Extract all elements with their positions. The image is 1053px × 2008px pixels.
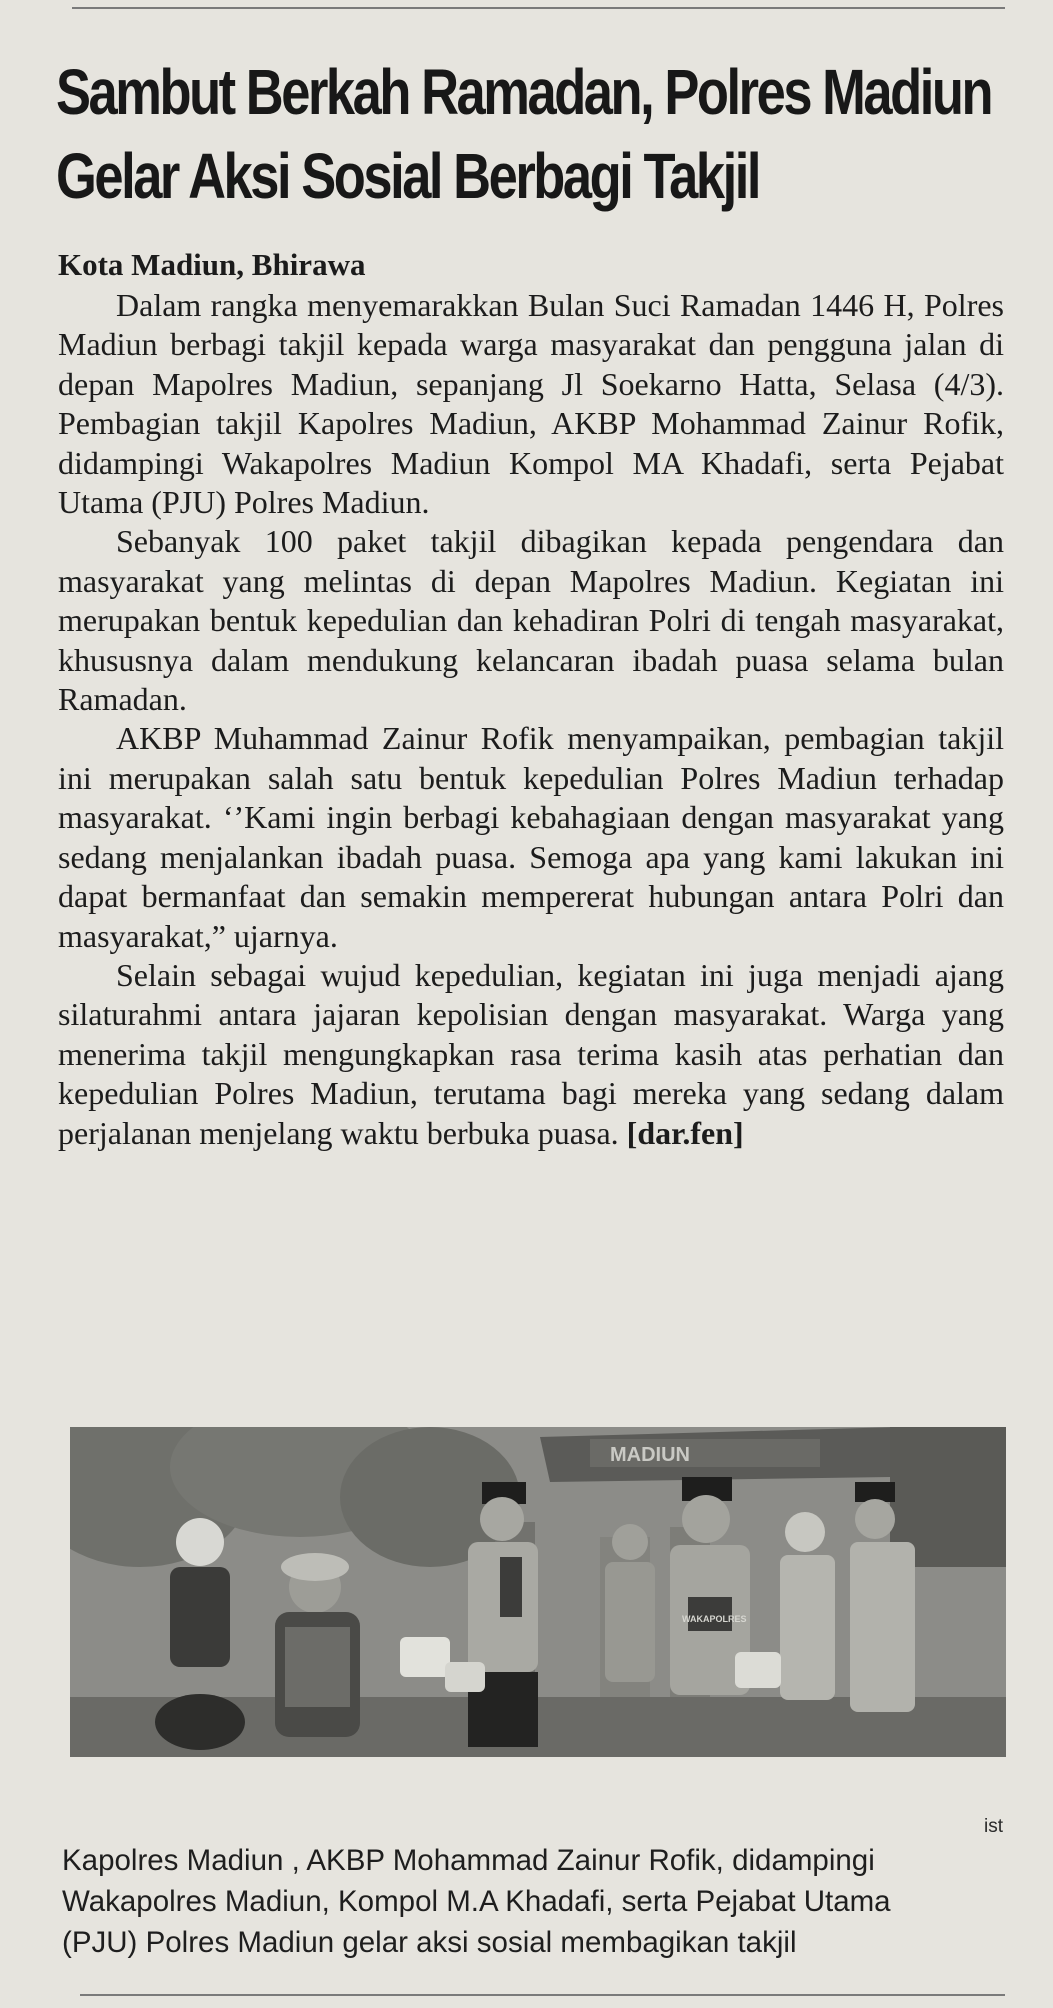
caption-line-3: (PJU) Polres Madiun gelar aksi sosial membagikan takjil bbox=[62, 1926, 797, 1959]
paragraph-3: AKBP Muhammad Zainur Rofik menyampaikan, pembagian takjil ini merupakan salah satu bentuk kepedulian Polres Madiun terhadap masyarakat. ‘’Kami ingin berbagi kebahagiaan dengan masyarakat yang sedang menjalankan ibadah puasa. Semoga apa yang kami lakukan ini dapat bermanfaat dan semakin mempererat hubungan antara Polri dan masyarakat,” ujarnya. bbox=[58, 720, 1004, 954]
paragraph-1: Dalam rangka menyemarakkan Bulan Suci Ramadan 1446 H, Polres Madiun berbagi takjil kepada warga masyarakat dan pengguna jalan di depan Mapolres Madiun, sepanjang Jl Soekarno Hatta, Selasa (4/3). Pembagian takjil Kapolres Madiun, AKBP Mohammad Zainur Rofik, didampingi Wakapolres Madiun Kompol MA Khadafi, serta Pejabat Utama (PJU) Polres Madiun. bbox=[58, 287, 1004, 521]
photo-illustration bbox=[70, 1427, 1006, 1757]
article-body bbox=[58, 286, 1004, 1153]
article-photo bbox=[70, 1427, 1006, 1757]
paragraph-4 bbox=[58, 956, 1004, 1153]
photo-caption bbox=[62, 1840, 1022, 1963]
caption-line-2: Wakapolres Madiun, Kompol M.A Khadafi, serta Pejabat Utama bbox=[62, 1885, 891, 1918]
caption-line-1: Kapolres Madiun , AKBP Mohammad Zainur Rofik, didampingi bbox=[62, 1844, 875, 1877]
headline-line-2: Gelar Aksi Sosial Berbagi Takjil bbox=[56, 140, 759, 212]
paragraph-2: Sebanyak 100 paket takjil dibagikan kepada pengendara dan masyarakat yang melintas di depan Mapolres Madiun. Kegiatan ini merupakan bentuk kepedulian dan kehadiran Polri di tengah masyarakat, khususnya dalam mendukung kelancaran ibadah puasa selama bulan Ramadan. bbox=[58, 523, 1004, 718]
headline-line-1: Sambut Berkah Ramadan, Polres Madiun bbox=[56, 56, 992, 128]
building-sign-text: MADIUN bbox=[610, 1444, 690, 1466]
officer-badge-text: WAKAPOLRES bbox=[682, 1614, 747, 1624]
article-dateline: Kota Madiun, Bhirawa bbox=[58, 247, 366, 282]
article-headline bbox=[56, 50, 992, 218]
top-rule bbox=[72, 7, 1005, 9]
paragraph-4-text: Selain sebagai wujud kepedulian, kegiatan ini juga menjadi ajang silaturahmi antara jajaran kepolisian dengan masyarakat. Warga yang menerima takjil mengungkapkan rasa terima kasih atas perhatian dan kepedulian Polres Madiun, terutama bagi mereka yang sedang dalam perjalanan menjelang waktu berbuka puasa. bbox=[58, 956, 1004, 1151]
author-tag: [dar.fen] bbox=[626, 1114, 744, 1151]
bottom-rule bbox=[80, 1994, 1005, 1996]
photo-credit: ist bbox=[984, 1816, 1003, 1837]
